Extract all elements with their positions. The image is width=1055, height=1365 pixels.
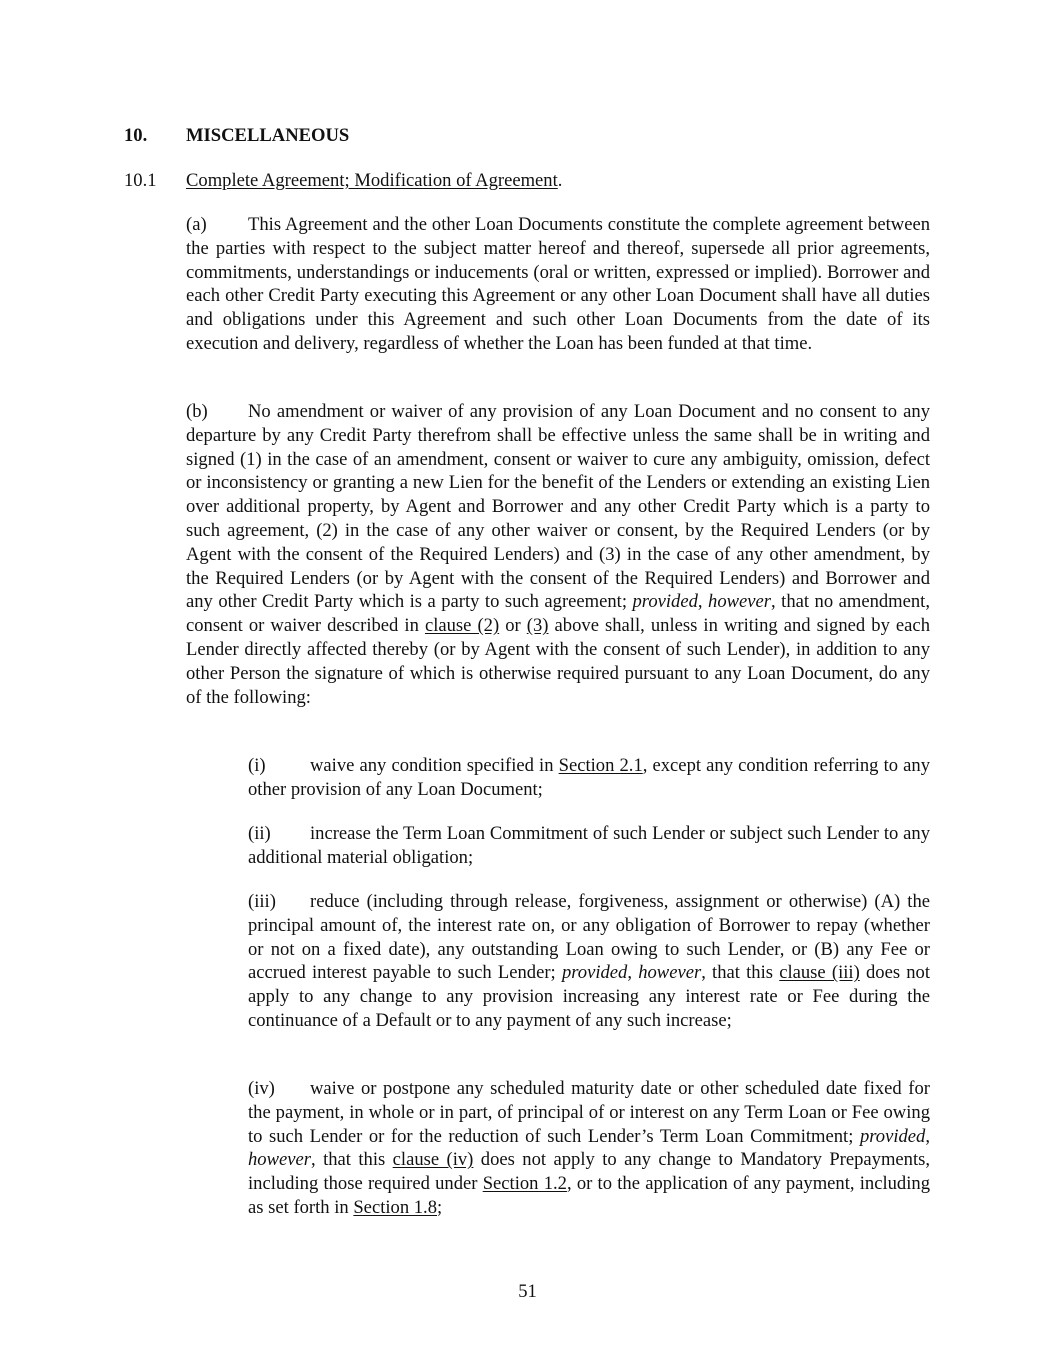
cross-reference-clause-3[interactable]: (3) (526, 615, 549, 637)
paragraph-text: , that no amendment, consent or waiver described in (186, 591, 931, 637)
paragraph-text: does not apply to any change to Mandatory Prepayments, including those required under (248, 1149, 931, 1195)
cross-reference-section-1-8[interactable]: Section 1.8 (353, 1196, 438, 1218)
paragraph-iii (248, 890, 930, 1033)
cross-reference-section-1-2[interactable]: Section 1.2 (482, 1173, 567, 1195)
section-title: Complete Agreement; Modification of Agreement (186, 170, 558, 191)
italic-however: however (638, 962, 702, 984)
cross-reference-clause-iv[interactable]: clause (iv) (392, 1149, 474, 1171)
paragraph-text: This Agreement and the other Loan Documents constitute the complete agreement between the parties with respect to the subject matter hereof and thereof, supersede all prior agreements, commitments, understandings or inducements (oral or written, expressed or implied). Borrower and each other Credit Party executing this Agreement or any other Loan Document shall have all duties and obligations under this Agreement and such other Loan Documents from the date of its execution and delivery, regardless of whether the Loan has been funded at that time. (186, 214, 930, 354)
paragraph-text: ; (437, 1196, 443, 1218)
paragraph-marker: (i) (248, 755, 266, 776)
paragraph-b (186, 400, 930, 709)
paragraph-text: or (499, 615, 527, 637)
article-number: 10. (124, 125, 148, 146)
section-title-period: . (557, 170, 563, 191)
paragraph-marker: (b) (186, 401, 208, 422)
italic-provided: provided (632, 591, 698, 613)
paragraph-marker: (iv) (248, 1078, 275, 1099)
paragraph-text: waive any condition specified in (310, 755, 559, 776)
paragraph-text: does not apply to any change to any provision increasing any interest rate or Fee during the continuance of a Default or to any payment of any such increase; (248, 962, 931, 1031)
italic-provided: provided (561, 962, 628, 984)
italic-provided: provided (859, 1125, 926, 1147)
paragraph-text: reduce (including through release, forgiveness, assignment or otherwise) (A) the principal amount of, the interest rate on, or any obligation of Borrower to repay (whether or not on a fixed date), any outstanding Loan owing to such Lender, or (B) any Fee or accrued interest payable to such Lender; (248, 891, 930, 984)
paragraph-iv (248, 1077, 930, 1220)
section-number: 10.1 (124, 170, 157, 191)
cross-reference-clause-2[interactable]: clause (2) (424, 615, 500, 637)
page-number: 51 (518, 1281, 537, 1302)
paragraph-a (186, 213, 930, 356)
paragraph-marker: (a) (186, 214, 207, 235)
italic-however: however (248, 1149, 311, 1171)
article-heading (124, 124, 349, 148)
cross-reference-section-2-1[interactable]: Section 2.1 (558, 755, 643, 776)
paragraph-text: , except any condition referring to any other provision of any Loan Document; (248, 755, 931, 800)
italic-however: however (708, 591, 772, 613)
paragraph-text: No amendment or waiver of any provision of any Loan Document and no consent to any departure by any Credit Party therefrom shall be effective unless the same shall be in writing and signed (1) in the case of an amendment, consent or waiver to cure any ambiguity, omission, defect or inconsistency or granting a new Lien for the benefit of the Lenders or extending an existing Lien over additional property, by Agent and Borrower and any other Credit Party which is a party to such agreement, (2) in the case of any other waiver or consent, by the Required Lenders (or by Agent with the consent of the Required Lenders) and (3) in the case of any other amendment, by the Required Lenders (or by Agent with the consent of the Required Lenders) and Borrower and any other Credit Party which is a party to such agreement; (186, 401, 930, 613)
separator: , (925, 1125, 930, 1147)
separator: , (697, 591, 709, 613)
paragraph-text: increase the Term Loan Commitment of such Lender or subject such Lender to any additional material obligation; (248, 823, 930, 868)
paragraph-text: , that this (311, 1149, 393, 1171)
paragraph-text: , that this (701, 962, 780, 984)
paragraph-ii (248, 822, 930, 870)
paragraph-marker: (iii) (248, 891, 276, 912)
paragraph-text: , or to the application of any payment, including as set forth in (248, 1173, 930, 1218)
paragraph-marker: (ii) (248, 823, 271, 844)
cross-reference-clause-iii[interactable]: clause (iii) (779, 962, 860, 984)
paragraph-i (248, 754, 930, 802)
paragraph-text: waive or postpone any scheduled maturity date or other scheduled date fixed for the payment, in whole or in part, of principal of or interest on any Term Loan or Fee owing to such Lender or for the reduction of such Lender’s Term Loan Commitment; (248, 1078, 930, 1147)
separator: , (627, 962, 639, 984)
section-heading (124, 169, 562, 193)
article-title: MISCELLANEOUS (186, 125, 350, 146)
paragraph-text: above shall, unless in writing and signed by each Lender directly affected thereby (or by Agent with the consent of such Lender), in addition to any other Person the signature of which is otherwise required pursuant to any Loan Document, do any of the following: (186, 615, 930, 708)
